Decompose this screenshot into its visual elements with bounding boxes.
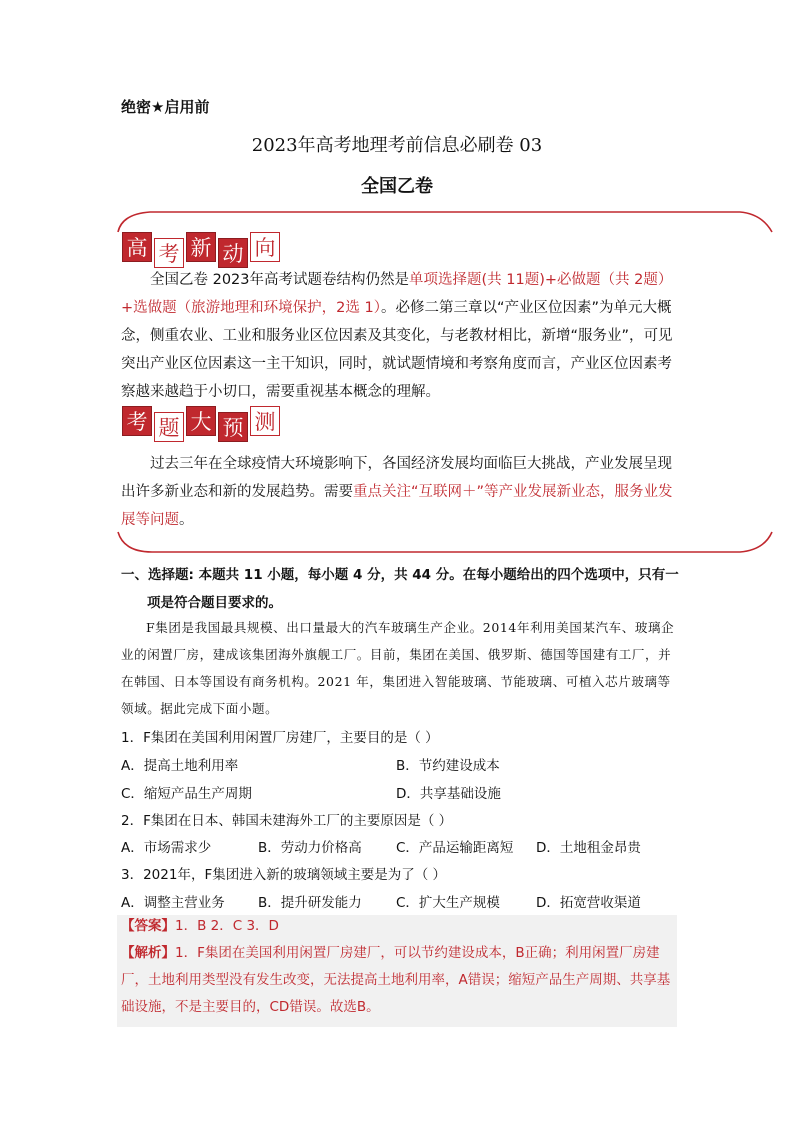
trends-highlight: 单项选择题(共 11题)+必做题（共 2题）+选做题（旅游地理和环境保护，2选 1） [121,272,673,316]
instructions-line1: 一、选择题: 本题共 11 小题，每小题 4 分，共 44 分。在每小题给出的四个选项中，只有一 [121,567,679,583]
banner-char: 动 [218,238,248,268]
q2-option-d: D．土地租金昂贵 [536,840,641,856]
answer-line [121,913,673,940]
q2-option-c: C．产品运输距离短 [396,840,514,856]
trends-text: 全国乙卷 2023年高考试题卷结构仍然是 [150,272,410,288]
banner-char: 考 [122,406,152,436]
predictions-text-rest: 。 [179,512,194,528]
banner-char: 大 [186,406,216,436]
question-2: 2．F集团在日本、韩国未建海外工厂的主要原因是（ ） [121,813,453,829]
trends-paragraph [121,266,677,406]
banner-predictions [122,406,282,442]
banner-char: 考 [154,238,184,268]
answer-text: 1．B 2．C 3．D [175,918,279,934]
banner-char: 测 [250,406,280,436]
confidential-label: 绝密★启用前 [121,98,210,116]
paper-subtitle: 全国乙卷 [361,176,433,197]
predictions-text: 过去三年在全球疫情大环境影响下，各国经济发展均面临巨大挑战，产业发展呈现出许多新业态和新的发展趋势。需要 [121,456,672,500]
q3-option-c: C．扩大生产规模 [396,895,500,911]
reading-passage: F集团是我国最具规模、出口量最大的汽车玻璃生产企业。2014年利用美国某汽车、玻璃企业的闲置厂房，建成该集团海外旗舰工厂。目前，集团在美国、俄罗斯、德国等国建有工厂，并在韩国、日本等国设有商务机构。2021 年，集团进入智能玻璃、节能玻璃、可植入芯片玻璃等领域。据此完成下面小题。 [121,620,675,716]
q1-option-b: B．节约建设成本 [396,758,500,774]
banner-char: 预 [218,412,248,442]
question-3: 3．2021年，F集团进入新的玻璃领域主要是为了（ ） [121,867,447,883]
instructions-line2: 项是符合题目要求的。 [147,595,282,611]
q3-option-a: A．调整主营业务 [121,895,225,911]
q3-option-b: B．提升研发能力 [258,895,362,911]
q2-option-a: A．市场需求少 [121,840,212,856]
answer-label: 【答案】 [121,918,175,934]
predictions-paragraph [121,450,677,534]
analysis-block [121,940,673,1021]
q1-option-c: C．缩短产品生产周期 [121,786,252,802]
question-1: 1．F集团在美国利用闲置厂房建厂，主要目的是（ ） [121,730,439,746]
banner-char: 题 [154,412,184,442]
trends-text-rest: 。必修二第三章以“产业区位因素”为单元大概念，侧重农业、工业和服务业区位因素及其变化，与老教材相比，新增“服务业”，可见突出产业区位因素这一主干知识，同时，就试题情境和考察角度而言，产业区位因素考察越来越趋于小切口，需要重视基本概念的理解。 [121,300,673,400]
analysis-label: 【解析】 [121,945,175,961]
banner-new-trends [122,232,282,268]
q2-option-b: B．劳动力价格高 [258,840,362,856]
q1-option-d: D．共享基础设施 [396,786,501,802]
predictions-highlight: 重点关注“互联网＋”等产业发展新业态，服务业发展等问题 [121,484,673,528]
banner-char: 向 [250,232,280,262]
analysis-text: 1．F集团在美国利用闲置厂房建厂，可以节约建设成本，B正确；利用闲置厂房建厂，土地利用类型没有发生改变，无法提高土地利用率，A错误；缩短产品生产周期、共享基础设施，不是主要目的，CD错误。故选B。 [121,945,671,1015]
q3-option-d: D．拓宽营收渠道 [536,895,641,911]
paper-title: 2023年高考地理考前信息必刷卷 03 [251,135,543,156]
q1-option-a: A．提高土地利用率 [121,758,239,774]
banner-char: 高 [122,232,152,262]
banner-char: 新 [186,232,216,262]
